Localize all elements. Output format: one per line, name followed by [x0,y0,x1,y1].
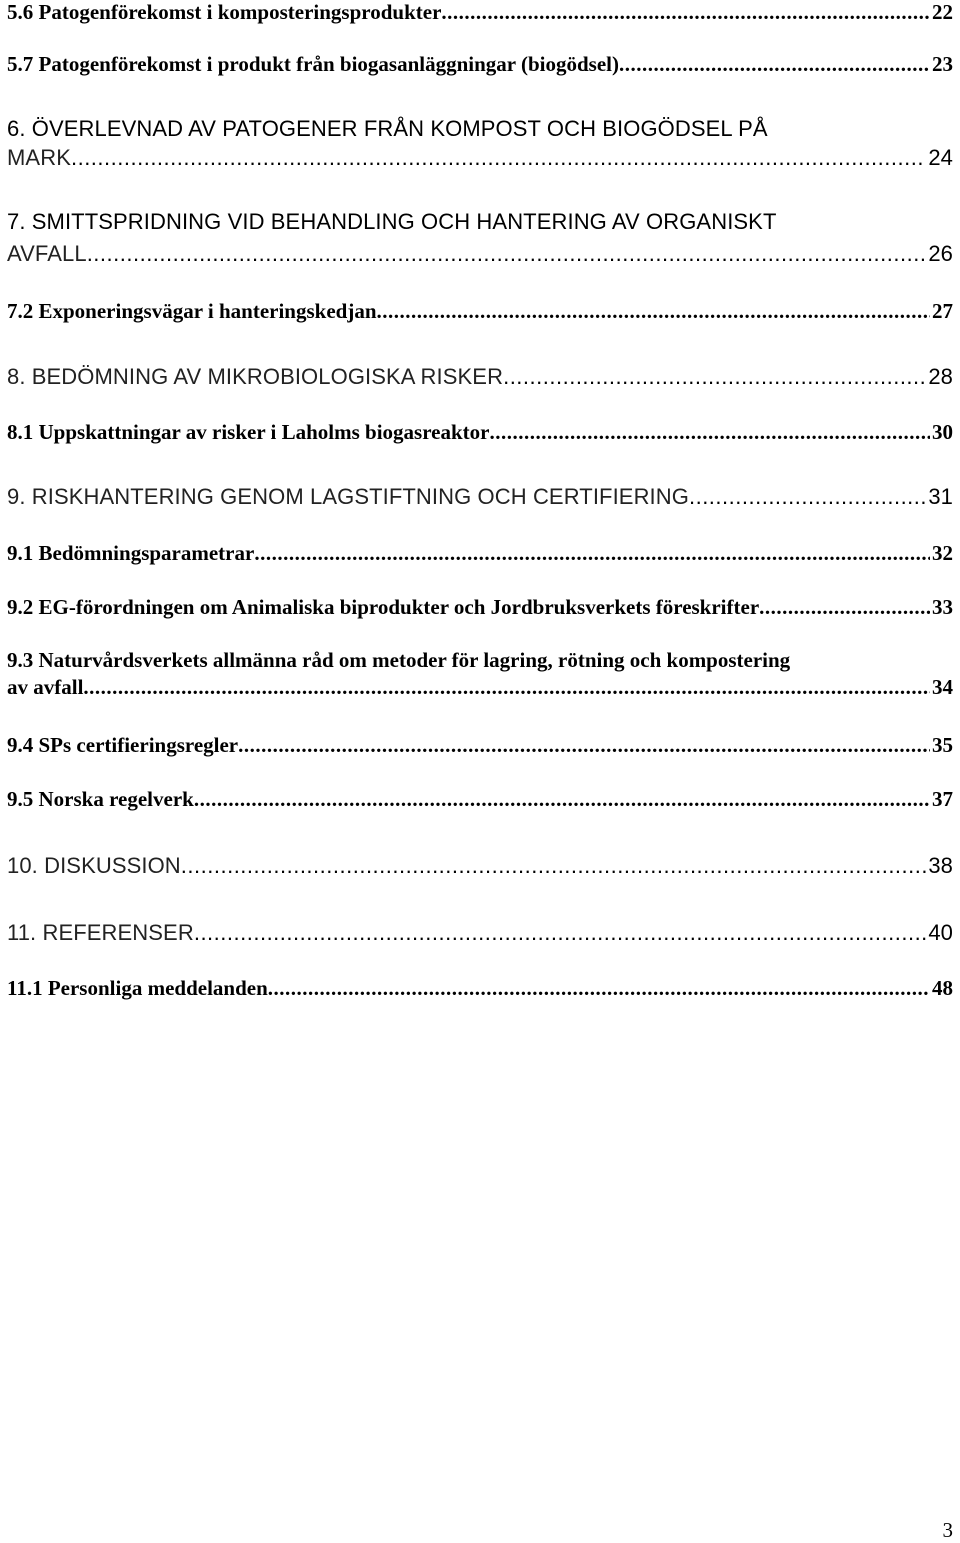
toc-entry-11-1[interactable] [7,976,953,1001]
toc-entry-label: 10. DISKUSSION [7,853,181,878]
dot-leader [238,733,930,758]
toc-entry-label: 8. BEDÖMNING AV MIKROBIOLOGISKA RISKER [7,364,504,389]
toc-entry-page: 22 [932,0,953,24]
dot-leader [83,675,930,700]
toc-entry-label: av avfall [7,675,84,699]
toc-entry-page: 26 [928,241,953,266]
toc-entry-label: 9.4 SPs certifieringsregler [7,733,239,757]
toc-entry-page: 31 [928,484,953,509]
toc-entry-label: 5.6 Patogenförekomst i komposteringsprodukter [7,0,442,24]
dot-leader [619,52,930,77]
toc-entry-label: 11.1 Personliga meddelanden [7,976,268,1000]
dot-leader [194,787,930,812]
toc-entry-8-1[interactable] [7,420,953,445]
toc-entry-label-first-line: 7. SMITTSPRIDNING VID BEHANDLING OCH HANTERING AV ORGANISKT [7,209,777,234]
toc-entry-label: 5.7 Patogenförekomst i produkt från biogasanläggningar (biogödsel) [7,52,619,76]
toc-entry-8[interactable] [7,364,953,390]
toc-entry-10[interactable] [7,853,953,879]
toc-entry-9-4[interactable] [7,733,953,758]
toc-entry-page: 38 [928,853,953,878]
toc-entry-page: 35 [932,733,953,757]
dot-leader [441,0,930,25]
toc-entry-label: 9.2 EG-förordningen om Animaliska biprodukter och Jordbruksverkets föreskrifter [7,595,760,619]
toc-entry-9[interactable] [7,484,953,510]
toc-entry-label: 11. REFERENSER [7,920,194,945]
toc-entry-7[interactable] [7,209,953,267]
toc-entry-label: MARK [7,145,71,170]
toc-entry-label: 8.1 Uppskattningar av risker i Laholms biogasreaktor [7,420,490,444]
dot-leader [689,484,926,510]
dot-leader [268,976,930,1001]
toc-entry-page: 37 [932,787,953,811]
dot-leader [377,299,931,324]
toc-entry-page: 27 [932,299,953,323]
toc-entry-page: 23 [932,52,953,76]
toc-entry-7-2[interactable] [7,299,953,324]
toc-entry-page: 24 [928,145,953,170]
toc-entry-page: 32 [932,541,953,565]
page-number: 3 [942,1518,953,1542]
dot-leader [71,145,926,171]
toc-entry-label: 9.5 Norska regelverk [7,787,194,811]
dot-leader [181,853,927,879]
toc-entry-11[interactable] [7,920,953,946]
toc-entry-9-5[interactable] [7,787,953,812]
toc-entry-label-first-line: 9.3 Naturvårdsverkets allmänna råd om metoder för lagring, rötning och kompostering [7,648,791,672]
toc-entry-5-6[interactable] [7,0,953,25]
toc-entry-9-2[interactable] [7,595,953,620]
dot-leader [503,364,926,390]
dot-leader [489,420,930,445]
toc-entry-page: 33 [932,595,953,619]
toc-entry-9-1[interactable] [7,541,953,566]
toc-entry-page: 34 [932,675,953,699]
toc-entry-page: 48 [932,976,953,1000]
toc-entry-label: 9. RISKHANTERING GENOM LAGSTIFTNING OCH CERTIFIERING [7,484,689,509]
toc-entry-label: AVFALL [7,241,87,266]
toc-entry-page: 30 [932,420,953,444]
toc-entry-6[interactable] [7,116,953,171]
toc-entry-label-first-line: 6. ÖVERLEVNAD AV PATOGENER FRÅN KOMPOST OCH BIOGÖDSEL PÅ [7,116,768,141]
dot-leader [194,920,927,946]
toc-entry-page: 28 [928,364,953,389]
toc-entry-9-3[interactable] [7,648,953,700]
dot-leader [254,541,930,566]
toc-entry-label: 7.2 Exponeringsvägar i hanteringskedjan [7,299,377,323]
toc-entry-label: 9.1 Bedömningsparametrar [7,541,255,565]
dot-leader [759,595,930,620]
dot-leader [87,241,927,267]
toc-entry-5-7[interactable] [7,52,953,77]
toc-entry-page: 40 [928,920,953,945]
